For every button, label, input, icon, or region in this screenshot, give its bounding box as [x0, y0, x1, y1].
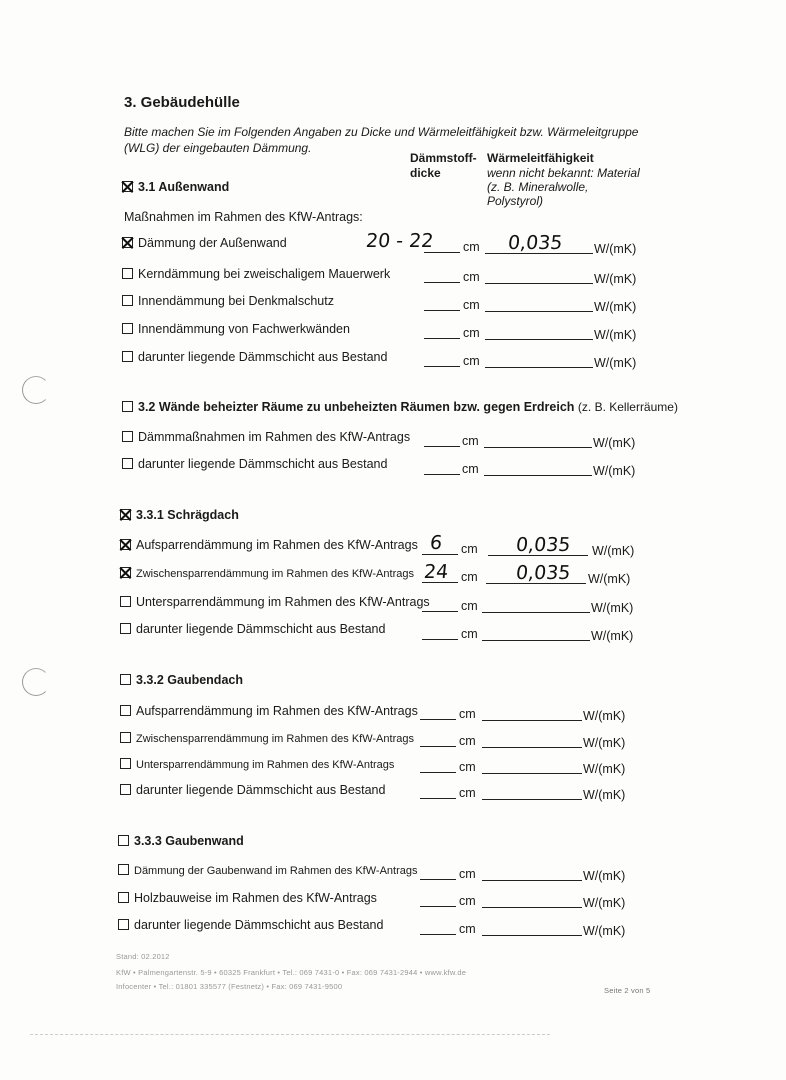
thickness-field[interactable]: [422, 627, 458, 640]
unit-cm: cm: [462, 462, 479, 476]
row-zwischensparren-3-3-2: Zwischensparrendämmung im Rahmen des KfW-Antrags: [120, 732, 414, 745]
thickness-field[interactable]: [420, 894, 456, 907]
unit-wmk: W/(mK): [593, 464, 636, 478]
conductivity-field[interactable]: [484, 463, 592, 476]
thickness-field[interactable]: [424, 326, 460, 339]
conductivity-field[interactable]: [485, 271, 593, 284]
section-3-3-1-checkbox[interactable]: [120, 509, 131, 520]
thickness-field[interactable]: [424, 354, 460, 367]
measures-label: Maßnahmen im Rahmen des KfW-Antrags:: [124, 210, 363, 224]
footer-address: KfW • Palmengartenstr. 5-9 • 60325 Frankfurt • Tel.: 069 7431-0 • Fax: 069 7431-2944 • www.kfw.de: [116, 968, 467, 977]
thickness-field[interactable]: [420, 867, 456, 880]
unit-wmk: W/(mK): [594, 300, 637, 314]
conductivity-field[interactable]: [482, 787, 582, 800]
thickness-field[interactable]: [420, 760, 456, 773]
unit-cm: cm: [459, 786, 476, 800]
row-bestand-3-3-1: darunter liegende Dämmschicht aus Bestand: [120, 622, 385, 636]
row-innendaemmung-denkmal: Innendämmung bei Denkmalschutz: [122, 294, 334, 308]
row-checkbox[interactable]: [120, 732, 131, 743]
row-checkbox[interactable]: [122, 268, 133, 279]
unit-wmk: W/(mK): [592, 544, 635, 558]
row-checkbox[interactable]: [118, 892, 129, 903]
unit-cm: cm: [463, 354, 480, 368]
row-checkbox[interactable]: [122, 431, 133, 442]
conductivity-field[interactable]: [485, 299, 593, 312]
unit-wmk: W/(mK): [583, 788, 626, 802]
unit-cm: cm: [459, 894, 476, 908]
thickness-field[interactable]: [420, 922, 456, 935]
section-3-3-1-heading: 3.3.1 Schrägdach: [120, 508, 239, 522]
thickness-value[interactable]: 24: [422, 561, 450, 583]
row-checkbox[interactable]: [118, 864, 129, 875]
thickness-field[interactable]: [420, 707, 456, 720]
intro-line-1: Bitte machen Sie im Folgenden Angaben zu Dicke und Wärmeleitfähigkeit bzw. Wärmeleitgruppe: [124, 125, 639, 139]
row-innendaemmung-fachwerk: Innendämmung von Fachwerkwänden: [122, 322, 350, 336]
thickness-field[interactable]: [424, 434, 460, 447]
thickness-field[interactable]: [424, 270, 460, 283]
row-bestand-3-2: darunter liegende Dämmschicht aus Bestand: [122, 457, 387, 471]
page-number: Seite 2 von 5: [604, 986, 651, 995]
row-checkbox[interactable]: [120, 539, 131, 550]
row-holzbauweise: Holzbauweise im Rahmen des KfW-Antrags: [118, 891, 377, 905]
thickness-field[interactable]: [422, 599, 458, 612]
page-title: 3. Gebäudehülle: [124, 94, 240, 111]
row-checkbox[interactable]: [118, 919, 129, 930]
thickness-line: [422, 570, 458, 583]
conductivity-value[interactable]: 0,035: [506, 232, 564, 254]
unit-wmk: W/(mK): [594, 328, 637, 342]
conductivity-field[interactable]: [482, 628, 590, 641]
thickness-field[interactable]: [420, 734, 456, 747]
unit-cm: cm: [459, 734, 476, 748]
conductivity-field[interactable]: [482, 761, 582, 774]
conductivity-field[interactable]: [484, 435, 592, 448]
row-gaubenwand-daemmung: Dämmung der Gaubenwand im Rahmen des KfW-Antrags: [118, 864, 418, 877]
row-checkbox[interactable]: [120, 623, 131, 634]
unit-cm: cm: [462, 434, 479, 448]
conductivity-value[interactable]: 0,035: [514, 562, 572, 584]
unit-wmk: W/(mK): [594, 272, 637, 286]
row-aufsparren-3-3-1: Aufsparrendämmung im Rahmen des KfW-Antrags: [120, 538, 418, 552]
section-3-2-heading: 3.2 Wände beheizter Räume zu unbeheizten Räumen bzw. gegen Erdreich (z. B. Kellerräume): [122, 400, 678, 414]
footer-infocenter: Infocenter • Tel.: 01801 335577 (Festnetz) • Fax: 069 7431-9500: [116, 982, 343, 991]
col-conductivity-note-1: wenn nicht bekannt: Material: [487, 166, 640, 180]
unit-wmk: W/(mK): [583, 762, 626, 776]
section-3-1-checkbox[interactable]: [122, 181, 133, 192]
row-untersparren-3-3-1: Untersparrendämmung im Rahmen des KfW-Antrags: [120, 595, 430, 609]
thickness-line: [424, 240, 460, 253]
row-checkbox[interactable]: [122, 323, 133, 334]
row-checkbox[interactable]: [120, 758, 131, 769]
section-3-2-checkbox[interactable]: [122, 401, 133, 412]
unit-cm: cm: [459, 707, 476, 721]
row-checkbox[interactable]: [122, 237, 133, 248]
unit-cm: cm: [461, 599, 478, 613]
unit-wmk: W/(mK): [583, 709, 626, 723]
row-checkbox[interactable]: [120, 567, 131, 578]
conductivity-line: [485, 241, 593, 254]
col-thickness-line-2: dicke: [410, 166, 441, 180]
unit-wmk: W/(mK): [583, 924, 626, 938]
footer-stand: Stand: 02.2012: [116, 952, 170, 961]
row-untersparren-3-3-2: Untersparrendämmung im Rahmen des KfW-Antrags: [120, 758, 394, 771]
unit-wmk: W/(mK): [594, 242, 637, 256]
unit-wmk: W/(mK): [583, 869, 626, 883]
unit-cm: cm: [463, 270, 480, 284]
row-aussenwand-daemmung: Dämmung der Außenwand: [122, 236, 287, 250]
row-kerndaemmung: Kerndämmung bei zweischaligem Mauerwerk: [122, 267, 390, 281]
scan-edge-line: [30, 1034, 550, 1035]
row-checkbox[interactable]: [120, 596, 131, 607]
row-checkbox[interactable]: [122, 295, 133, 306]
row-checkbox[interactable]: [122, 458, 133, 469]
conductivity-field[interactable]: [482, 708, 582, 721]
unit-cm: cm: [463, 326, 480, 340]
row-aufsparren-3-3-2: Aufsparrendämmung im Rahmen des KfW-Antrags: [120, 704, 418, 718]
conductivity-field[interactable]: [482, 868, 582, 881]
thickness-field[interactable]: [420, 786, 456, 799]
row-bestand-3-3-3: darunter liegende Dämmschicht aus Bestand: [118, 918, 383, 932]
unit-cm: cm: [459, 867, 476, 881]
unit-cm: cm: [461, 542, 478, 556]
conductivity-line: [486, 571, 586, 584]
conductivity-field[interactable]: [482, 895, 582, 908]
unit-wmk: W/(mK): [591, 629, 634, 643]
section-3-1-heading: 3.1 Außenwand: [122, 180, 229, 194]
col-conductivity-note-3: Polystyrol): [487, 194, 544, 208]
row-checkbox[interactable]: [120, 705, 131, 716]
intro-line-2: (WLG) der eingebauten Dämmung.: [124, 141, 312, 155]
unit-cm: cm: [463, 240, 480, 254]
section-3-3-2-checkbox[interactable]: [120, 674, 131, 685]
unit-wmk: W/(mK): [588, 572, 631, 586]
conductivity-field[interactable]: [482, 923, 582, 936]
thickness-field[interactable]: [424, 298, 460, 311]
unit-wmk: W/(mK): [593, 436, 636, 450]
unit-wmk: W/(mK): [583, 896, 626, 910]
row-checkbox[interactable]: [122, 351, 133, 362]
thickness-value[interactable]: 20 - 22: [364, 230, 435, 252]
col-conductivity-note-2: (z. B. Mineralwolle,: [487, 180, 589, 194]
row-bestand-3-1: darunter liegende Dämmschicht aus Bestand: [122, 350, 387, 364]
unit-wmk: W/(mK): [591, 601, 634, 615]
section-3-3-3-checkbox[interactable]: [118, 835, 129, 846]
row-bestand-3-3-2: darunter liegende Dämmschicht aus Bestand: [120, 783, 385, 797]
unit-cm: cm: [461, 627, 478, 641]
conductivity-line: [488, 543, 588, 556]
punch-hole: [22, 668, 50, 696]
section-3-3-3-heading: 3.3.3 Gaubenwand: [118, 834, 244, 848]
unit-wmk: W/(mK): [583, 736, 626, 750]
conductivity-field[interactable]: [485, 327, 593, 340]
conductivity-field[interactable]: [482, 600, 590, 613]
unit-cm: cm: [459, 760, 476, 774]
thickness-line: [422, 542, 458, 555]
conductivity-field[interactable]: [482, 735, 582, 748]
row-zwischensparren-3-3-1: Zwischensparrendämmung im Rahmen des KfW-Antrags: [120, 567, 414, 580]
unit-cm: cm: [463, 298, 480, 312]
unit-cm: cm: [461, 570, 478, 584]
conductivity-value[interactable]: 0,035: [514, 534, 572, 556]
unit-wmk: W/(mK): [594, 356, 637, 370]
punch-hole: [22, 376, 50, 404]
row-daemmmassnahmen-3-2: Dämmmaßnahmen im Rahmen des KfW-Antrags: [122, 430, 410, 444]
row-checkbox[interactable]: [120, 784, 131, 795]
section-3-3-2-heading: 3.3.2 Gaubendach: [120, 673, 243, 687]
unit-cm: cm: [459, 922, 476, 936]
col-conductivity: Wärmeleitfähigkeit: [487, 151, 594, 165]
conductivity-field[interactable]: [485, 355, 593, 368]
thickness-field[interactable]: [424, 462, 460, 475]
thickness-value[interactable]: 6: [428, 532, 444, 554]
col-thickness-line-1: Dämmstoff-: [410, 151, 477, 165]
